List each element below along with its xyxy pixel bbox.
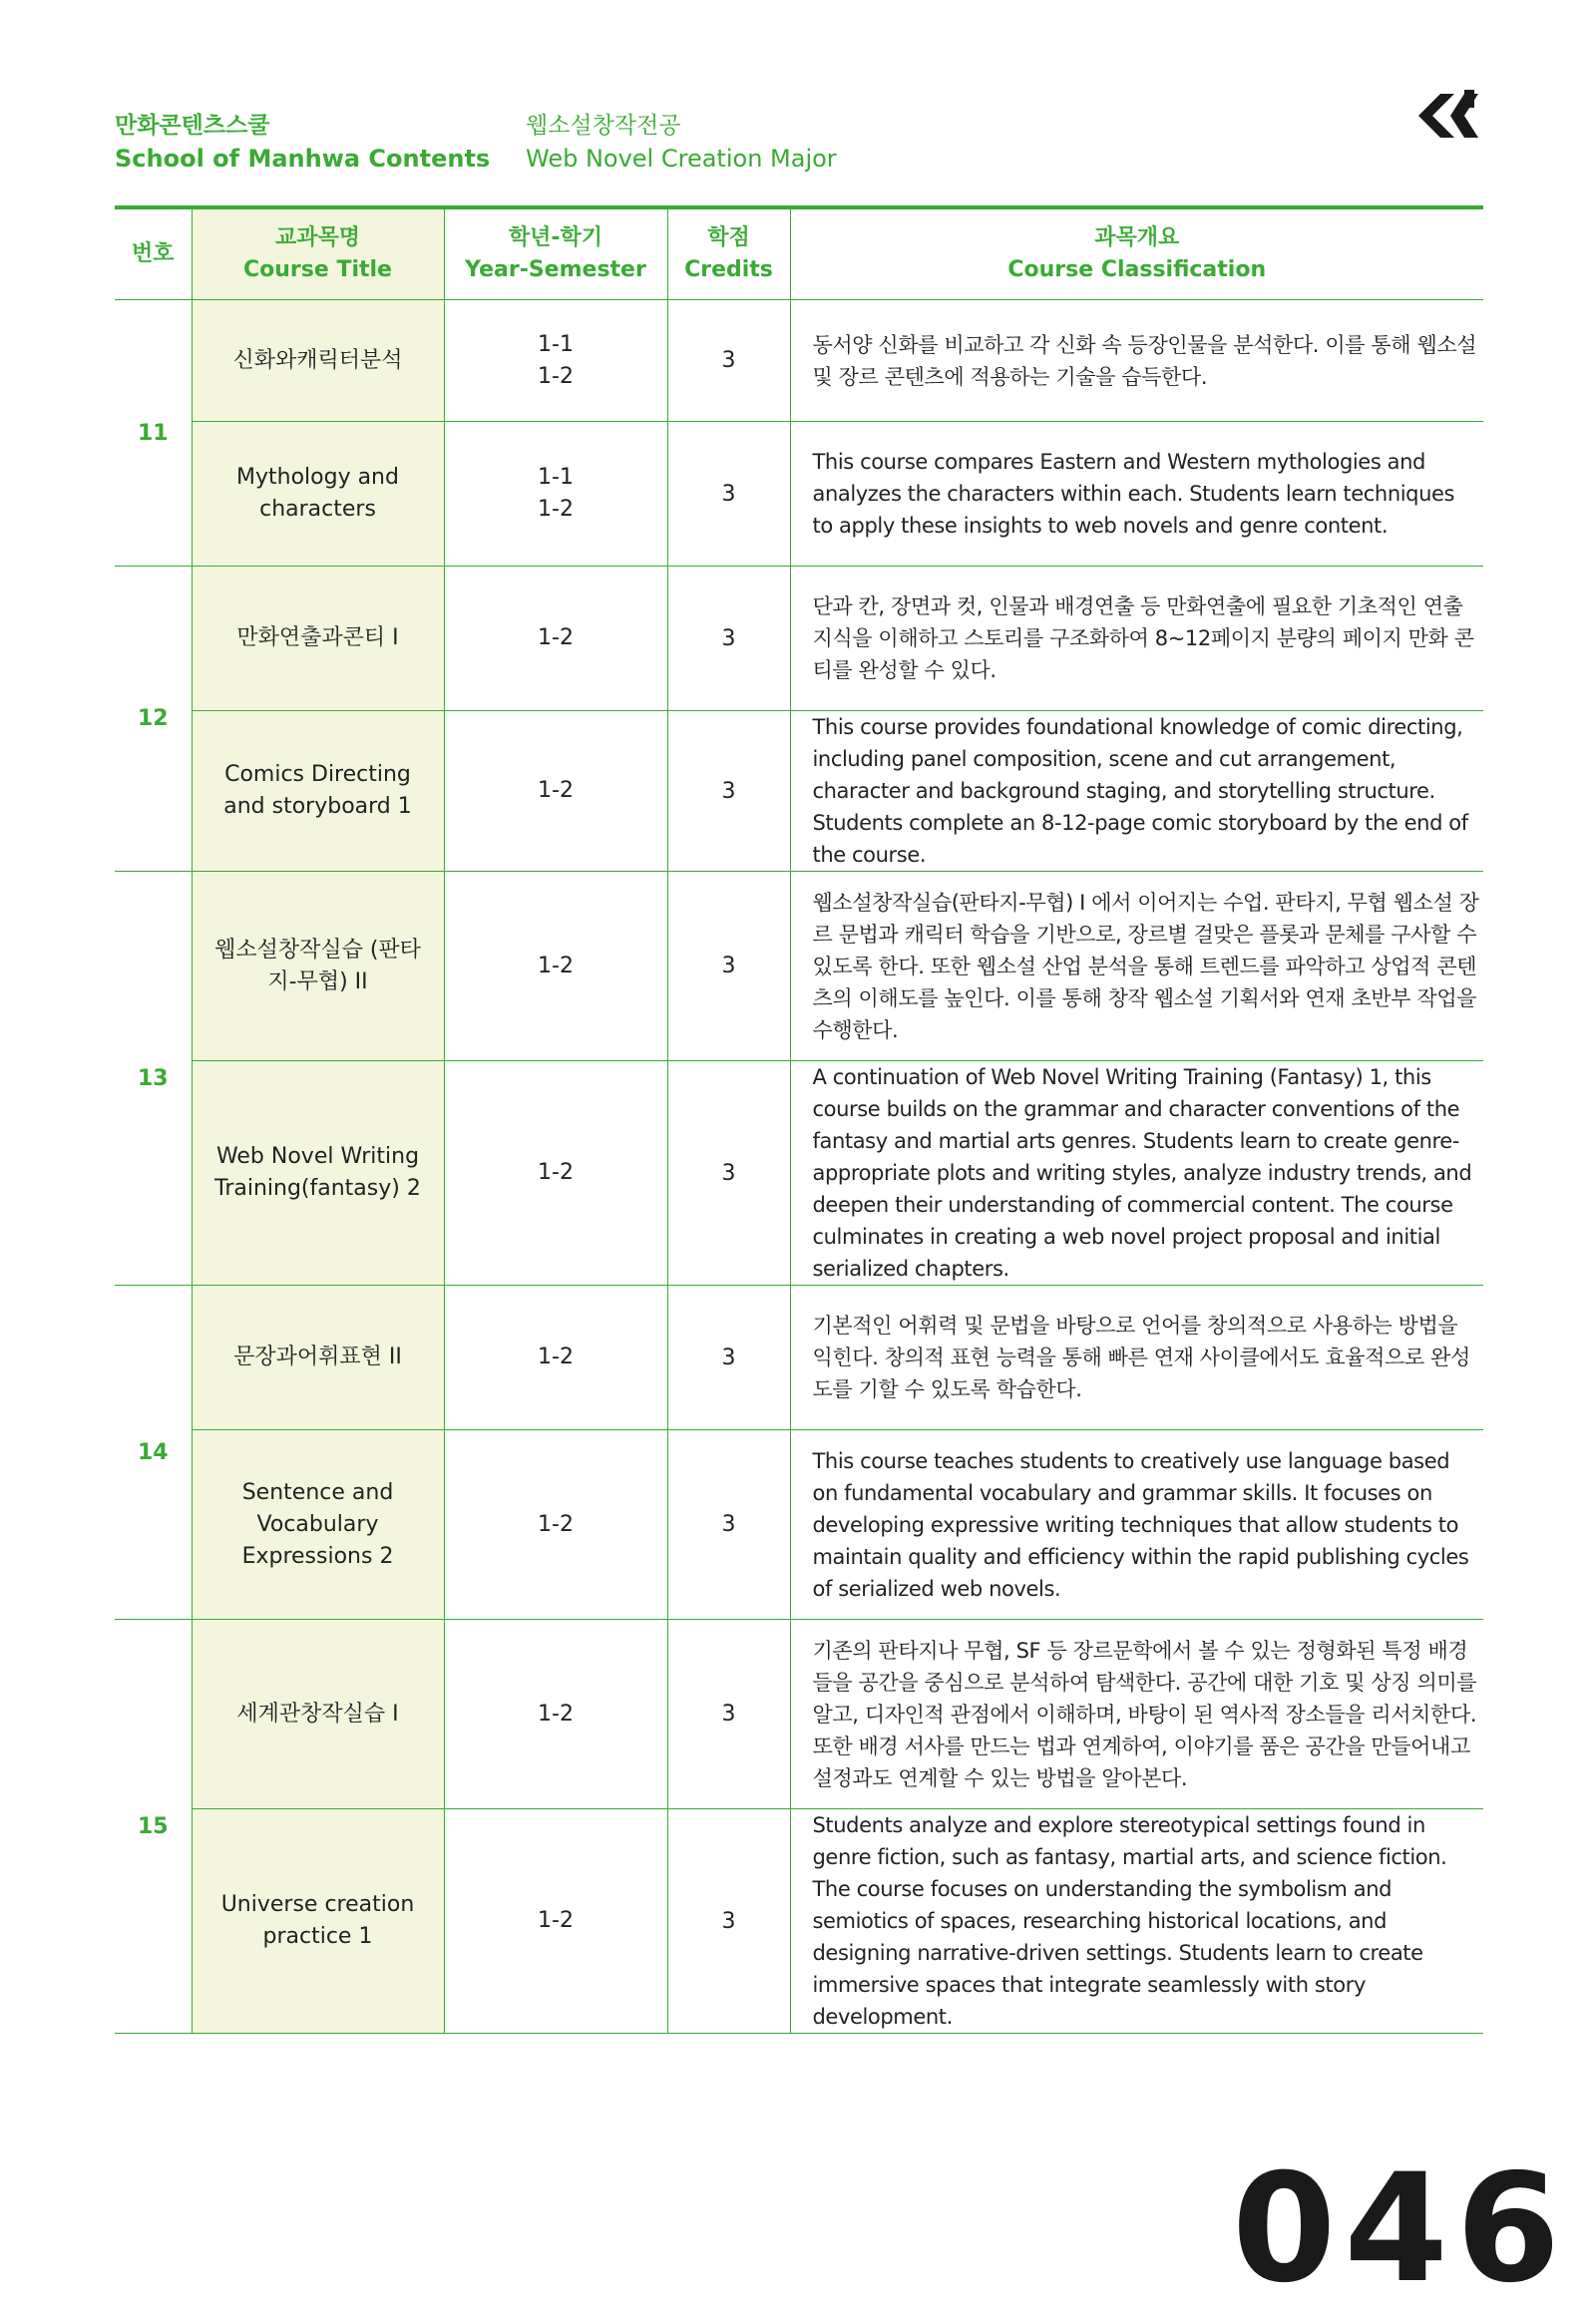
course-description-en: A continuation of Web Novel Writing Training (Fantasy) 1, this course builds on the grammar and character conventions of the fantasy and martial arts genres. Students learn to create genre-appropriate plots and writing styles, analyze industry trends, and deepen their understanding of commercial content. The course culminates in creating a web novel project proposal and initial serialized chapters.	[790, 1061, 1483, 1286]
school-name-ko: 만화콘텐츠스쿨	[115, 113, 270, 139]
course-description-ko: 단과 칸, 장면과 컷, 인물과 배경연출 등 만화연출에 필요한 기초적인 연출 지식을 이해하고 스토리를 구조화하여 8~12페이지 분량의 페이지 만화 콘티를 완성할 수 있다.	[790, 567, 1483, 711]
course-title-ko: 신화와캐릭터분석	[192, 300, 444, 422]
year-semester: 1-2	[444, 711, 667, 872]
course-title-ko: 문장과어휘표현 II	[192, 1286, 444, 1430]
course-title-en: Mythology and characters	[192, 422, 444, 567]
course-description-en: This course provides foundational knowledge of comic directing, including panel composition, scene and cut arrangement, character and background staging, and storytelling structure. Students complete an 8-12-page comic storyboard by the end of the course.	[790, 711, 1483, 872]
year-semester: 1-2	[444, 872, 667, 1061]
course-table	[115, 209, 1483, 2034]
credits: 3	[667, 300, 790, 422]
school-header	[115, 110, 490, 176]
major-header	[526, 110, 837, 176]
header-number: 번호	[115, 209, 192, 300]
table-row	[115, 300, 1483, 422]
course-description-ko: 웹소설창작실습(판타지-무협) I 에서 이어지는 수업. 판타지, 무협 웹소설 장르 문법과 캐릭터 학습을 기반으로, 장르별 걸맞은 플롯과 문체를 구사할 수 있도록 한다. 또한 웹소설 산업 분석을 통해 트렌드를 파악하고 상업적 콘텐츠의 이해도를 높인다. 이를 통해 창작 웹소설 기획서와 연재 초반부 작업을 수행한다.	[790, 872, 1483, 1061]
table-row	[115, 1430, 1483, 1620]
year-semester: 1-2	[444, 567, 667, 711]
credits: 3	[667, 1620, 790, 1809]
credits: 3	[667, 1286, 790, 1430]
course-description-ko: 기존의 판타지나 무협, SF 등 장르문학에서 볼 수 있는 정형화된 특정 배경들을 공간을 중심으로 분석하여 탐색한다. 공간에 대한 기호 및 상징 의미를 알고, 디자인적 관점에서 이해하며, 바탕이 된 역사적 장소들을 리서치한다. 또한 배경 서사를 만드는 법과 연계하여, 이야기를 품은 공간을 만들어내고 설정과도 연계할 수 있는 방법을 알아본다.	[790, 1620, 1483, 1809]
year-semester: 1-2	[444, 1061, 667, 1286]
credits: 3	[667, 1809, 790, 2034]
credits: 3	[667, 567, 790, 711]
course-description-ko: 기본적인 어휘력 및 문법을 바탕으로 언어를 창의적으로 사용하는 방법을 익힌다. 창의적 표현 능력을 통해 빠른 연재 사이클에서도 효율적으로 완성도를 기할 수 있도록 학습한다.	[790, 1286, 1483, 1430]
table-header-row	[115, 209, 1483, 300]
school-name-en: School of Manhwa Contents	[115, 145, 491, 173]
ck-logo-icon	[1406, 90, 1486, 142]
course-description-en: This course compares Eastern and Western mythologies and analyzes the characters within each. Students learn techniques to apply these insights to web novels and genre content.	[790, 422, 1483, 567]
year-semester: 1-1 1-2	[444, 422, 667, 567]
header-course-classification: 과목개요 Course Classification	[790, 209, 1483, 300]
course-number: 11	[115, 300, 192, 567]
year-semester: 1-2	[444, 1620, 667, 1809]
year-semester: 1-2	[444, 1809, 667, 2034]
major-name-en: Web Novel Creation Major	[526, 145, 837, 173]
table-row	[115, 1061, 1483, 1286]
table-row	[115, 872, 1483, 1061]
table-row	[115, 567, 1483, 711]
header-credits: 학점 Credits	[667, 209, 790, 300]
table-row	[115, 1809, 1483, 2034]
course-title-en: Sentence and Vocabulary Expressions 2	[192, 1430, 444, 1620]
course-title-ko: 세계관창작실습 I	[192, 1620, 444, 1809]
credits: 3	[667, 422, 790, 567]
course-title-ko: 만화연출과콘티 I	[192, 567, 444, 711]
table-row	[115, 711, 1483, 872]
table-row	[115, 1620, 1483, 1809]
credits: 3	[667, 1061, 790, 1286]
course-number: 15	[115, 1620, 192, 2034]
course-description-en: Students analyze and explore stereotypical settings found in genre fiction, such as fantasy, martial arts, and science fiction. The course focuses on understanding the symbolism and semiotics of spaces, researching historical locations, and designing narrative-driven settings. Students learn to create immersive spaces that integrate seamlessly with story development.	[790, 1809, 1483, 2034]
credits: 3	[667, 711, 790, 872]
year-semester: 1-2	[444, 1286, 667, 1430]
course-number: 13	[115, 872, 192, 1286]
course-description-ko: 동서양 신화를 비교하고 각 신화 속 등장인물을 분석한다. 이를 통해 웹소설 및 장르 콘텐츠에 적용하는 기술을 습득한다.	[790, 300, 1483, 422]
course-title-en: Comics Directing and storyboard 1	[192, 711, 444, 872]
table-row	[115, 422, 1483, 567]
major-name-ko: 웹소설창작전공	[526, 113, 681, 139]
course-number: 12	[115, 567, 192, 872]
header-course-title: 교과목명 Course Title	[192, 209, 444, 300]
year-semester: 1-1 1-2	[444, 300, 667, 422]
course-title-en: Universe creation practice 1	[192, 1809, 444, 2034]
course-title-ko: 웹소설창작실습 (판타지-무협) II	[192, 872, 444, 1061]
year-semester: 1-2	[444, 1430, 667, 1620]
credits: 3	[667, 872, 790, 1061]
header-year-semester: 학년-학기 Year-Semester	[444, 209, 667, 300]
table-row	[115, 1286, 1483, 1430]
course-number: 14	[115, 1286, 192, 1620]
course-description-en: This course teaches students to creatively use language based on fundamental vocabulary and grammar skills. It focuses on developing expressive writing techniques that allow students to maintain quality and efficiency within the rapid publishing cycles of serialized web novels.	[790, 1430, 1483, 1620]
credits: 3	[667, 1430, 790, 1620]
page-number: 046	[1232, 2142, 1569, 2316]
course-title-en: Web Novel Writing Training(fantasy) 2	[192, 1061, 444, 1286]
